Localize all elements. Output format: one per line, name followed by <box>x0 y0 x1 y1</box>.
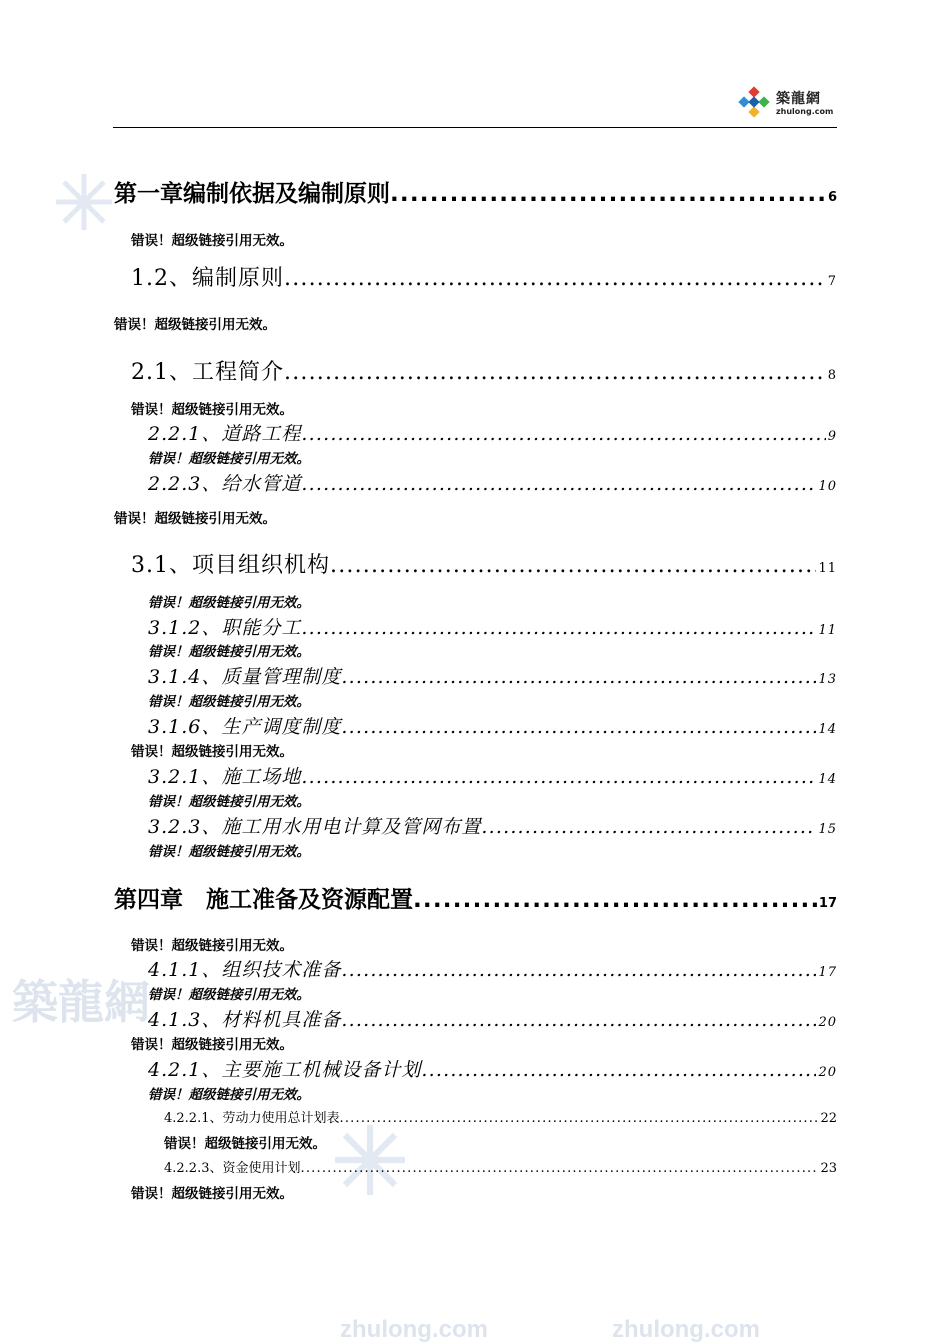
header-rule <box>113 127 837 128</box>
toc-entry-page: 15 <box>818 822 837 837</box>
toc-entry-chapter1[interactable] <box>114 175 837 208</box>
toc-entry-title: 3.2.1、施工场地 <box>148 766 302 788</box>
toc-entry-2-1[interactable] <box>131 355 837 386</box>
toc-error-message: 错误！超级链接引用无效。 <box>148 794 310 810</box>
zhulong-logo <box>736 86 846 120</box>
toc-entry-chapter4[interactable] <box>114 881 837 914</box>
toc-error-message: 错误！超级链接引用无效。 <box>148 451 310 467</box>
toc-entry-title: 第一章编制依据及编制原则 <box>114 181 390 207</box>
toc-entry-title: 4.2.1、主要施工机械设备计划 <box>148 1059 422 1081</box>
toc-entry-page: 11 <box>818 561 837 576</box>
toc-entry-page: 11 <box>818 623 837 638</box>
toc-entry-title: 3.1.4、质量管理制度 <box>148 666 342 688</box>
toc-entry-title: 3.1、项目组织机构 <box>131 553 330 578</box>
toc-error-message: 错误！超级链接引用无效。 <box>131 1037 293 1053</box>
toc-entry-title: 2.2.3、给水管道 <box>148 473 302 495</box>
toc-entry-4-1-3[interactable] <box>148 1005 837 1032</box>
toc-entry-title: 4.1.1、组织技术准备 <box>148 959 342 981</box>
toc-entry-page: 17 <box>818 965 837 980</box>
toc-entry-page: 14 <box>818 772 837 787</box>
logo-flower-icon <box>736 86 772 120</box>
toc-entry-page: 22 <box>820 1111 837 1126</box>
toc-entry-4-2-2-1[interactable] <box>164 1107 837 1126</box>
toc-error-message: 错误！超级链接引用无效。 <box>148 595 310 611</box>
toc-entry-4-1-1[interactable] <box>148 955 837 982</box>
toc-error-message: 错误！超级链接引用无效。 <box>148 987 310 1003</box>
toc-entry-title: 1.2、编制原则 <box>131 266 284 291</box>
toc-entry-3-2-3[interactable] <box>148 812 837 839</box>
toc-entry-page: 20 <box>818 1065 837 1080</box>
toc-error-message: 错误！超级链接引用无效。 <box>148 1087 310 1103</box>
toc-entry-title: 2.1、工程简介 <box>131 360 284 385</box>
toc-entry-title: 2.2.1、道路工程 <box>148 423 302 445</box>
toc-entry-title: 4.1.3、材料机具准备 <box>148 1009 342 1031</box>
toc-entry-title: 3.1.2、职能分工 <box>148 617 302 639</box>
watermark-url: zhulong.com <box>340 1316 488 1343</box>
toc-entry-page: 9 <box>827 429 837 444</box>
watermark-url: zhulong.com <box>612 1316 760 1343</box>
watermark-text: 築龍網 <box>12 975 150 1029</box>
toc-entry-title: 3.1.6、生产调度制度 <box>148 716 342 738</box>
toc-error-message: 错误！超级链接引用无效。 <box>131 938 293 954</box>
toc-error-message: 错误！超级链接引用无效。 <box>131 402 293 418</box>
toc-entry-3-1-4[interactable] <box>148 662 837 689</box>
toc-entry-2-2-3[interactable] <box>148 469 837 496</box>
toc-error-message: 错误！超级链接引用无效。 <box>131 1186 293 1202</box>
toc-entry-3-1-2[interactable] <box>148 613 837 640</box>
toc-entry-3-1-6[interactable] <box>148 712 837 739</box>
toc-error-message: 错误！超级链接引用无效。 <box>114 511 276 527</box>
toc-entry-4-2-1[interactable] <box>148 1055 837 1082</box>
toc-entry-4-2-2-3[interactable] <box>164 1157 837 1176</box>
toc-entry-3-1[interactable] <box>131 548 837 579</box>
toc-error-message: 错误！超级链接引用无效。 <box>131 233 293 249</box>
toc-error-message: 错误！超级链接引用无效。 <box>148 844 310 860</box>
logo-text: 築龍網 <box>776 91 821 107</box>
toc-entry-title: 4.2.2.3、资金使用计划 <box>164 1161 301 1176</box>
toc-entry-title: 3.2.3、施工用水用电计算及管网布置 <box>148 816 482 838</box>
toc-error-message: 错误！超级链接引用无效。 <box>148 644 310 660</box>
toc-entry-3-2-1[interactable] <box>148 762 837 789</box>
toc-entry-title: 第四章 施工准备及资源配置 <box>114 887 413 913</box>
toc-error-message: 错误！超级链接引用无效。 <box>148 694 310 710</box>
toc-entry-page: 14 <box>818 722 837 737</box>
toc-entry-page: 13 <box>818 672 837 687</box>
toc-entry-title: 4.2.2.1、劳动力使用总计划表 <box>164 1111 340 1126</box>
toc-entry-page: 6 <box>827 190 837 205</box>
toc-error-message: 错误！超级链接引用无效。 <box>131 744 293 760</box>
toc-entry-page: 8 <box>827 368 837 383</box>
toc-entry-1-2[interactable] <box>131 261 837 292</box>
toc-entry-2-2-1[interactable] <box>148 419 837 446</box>
toc-error-message: 错误！超级链接引用无效。 <box>164 1136 326 1152</box>
toc-entry-page: 10 <box>818 479 837 494</box>
toc-entry-page: 7 <box>827 274 837 289</box>
watermark-snowflake-icon <box>52 170 116 234</box>
toc-entry-page: 23 <box>820 1161 837 1176</box>
toc-error-message: 错误！超级链接引用无效。 <box>114 317 276 333</box>
toc-entry-page: 17 <box>818 896 837 911</box>
logo-url: zhulong.com <box>776 107 834 116</box>
toc-entry-page: 20 <box>818 1015 837 1030</box>
